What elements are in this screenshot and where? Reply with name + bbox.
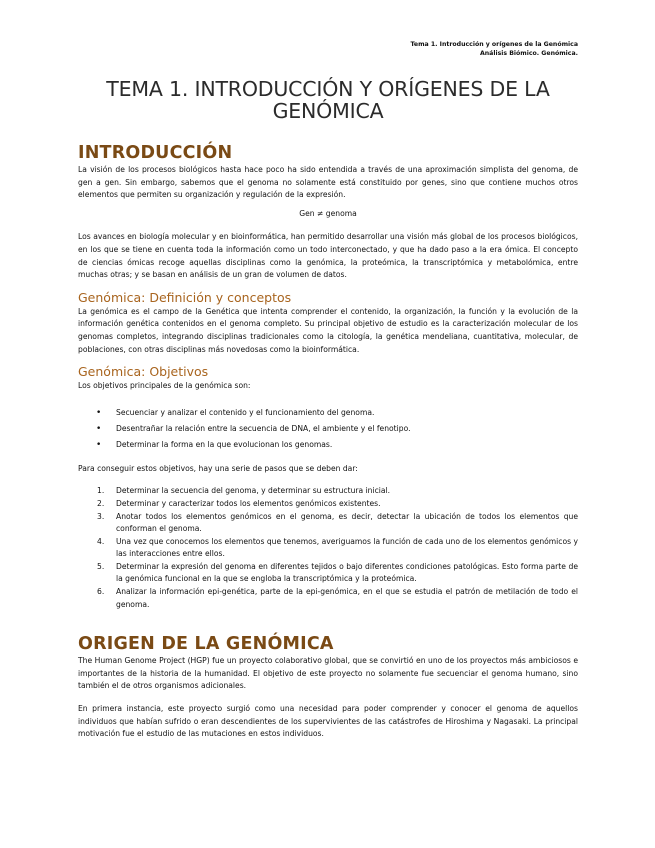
step-number: 1. [97,486,105,496]
origin-paragraph-1: The Human Genome Project (HGP) fue un proyecto colaborativo global, que se convirtió en uno de los proyectos más ambiciosos e importantes de la historia de la humanidad. El objetivo de este proyecto no solamente fue secuenciar el genoma humano, sino también el de otros organismos adicionales. [78,656,578,691]
bullet-icon: • [96,423,102,434]
step-text: Una vez que conocemos los elementos que tenemos, averiguamos la función de cada uno de los elementos genómicos y las interacciones entre ellos. [116,536,578,559]
list-item-text: Secuenciar y analizar el contenido y el funcionamiento del genoma. [116,407,375,417]
step-number: 2. [97,498,105,508]
intro-paragraph-1: La visión de los procesos biológicos hasta hace poco ha sido entendida a través de una aproximación simplista del genoma, de gen a gen. Sin embargo, sabemos que el genoma no solamente está constituido por genes, sino que contiene muchos otros elementos que permiten su organización y regulación de la expresión. [78,165,578,200]
step-number: 5. [97,561,105,571]
list-item [78,437,578,453]
list-item-text: Determinar la forma en la que evolucionan los genomas. [116,439,333,449]
list-item [78,511,578,536]
origin-paragraph-2: En primera instancia, este proyecto surgió como una necesidad para poder comprender y conocer el genoma de aquellos individuos que habían sufrido o eran descendientes de los supervivientes de las catástrofes de Hiroshima y Nagasaki. La principal motivación fue el estudio de las mutaciones en estos individuos. [78,704,578,739]
section-heading-introduccion: INTRODUCCIÓN [78,143,233,163]
list-item [78,586,578,611]
list-item [78,561,578,586]
subsection-heading-objetivos: Genómica: Objetivos [78,364,209,380]
definition-paragraph: La genómica es el campo de la Genética que intenta comprender el contenido, la organización, la función y la evolución de la información genética contenidos en el genoma completo. Su principal objetivo de estudio es la caracterización molecular de los genomas completos, integrando disciplinas tradicionales como la citología, la genética mendeliana, cuantitativa, molecular, de poblaciones, con otras disciplinas más novedosas como la bioinformática. [78,306,578,354]
step-text: Anotar todos los elementos genómicos en el genoma, es decir, detectar la ubicación de todos los elementos que conforman el genoma. [116,511,578,534]
formula-gen-genoma: Gen ≠ genoma [299,208,357,218]
bullet-icon: • [96,407,102,418]
objectives-intro: Los objetivos principales de la genómica son: [78,381,251,391]
running-header [411,40,579,58]
list-item [78,405,578,421]
subsection-heading-definicion: Genómica: Definición y conceptos [78,289,292,305]
running-header-line-1: Tema 1. Introducción y orígenes de la Genómica [410,41,578,48]
step-number: 3. [97,511,105,521]
steps-list [78,485,578,611]
step-number: 6. [97,587,105,597]
intro-paragraph-2: Los avances en biología molecular y en bioinformática, han permitido desarrollar una visión más global de los procesos biológicos, en los que se tiene en cuenta toda la información como un todo interconectado, y que ha dado paso a la era ómica. El concepto de ciencias ómicas recoge aquellas disciplinas como la genómica, la proteómica, la transcriptómica y metabolómica, entre muchas otras; y se basan en análisis de un gran de volumen de datos. [78,232,578,280]
list-item [78,498,578,511]
objectives-list [78,405,578,453]
list-item-text: Desentrañar la relación entre la secuencia de DNA, el ambiente y el fenotipo. [116,423,411,433]
section-heading-origen: ORIGEN DE LA GENÓMICA [78,634,334,655]
step-text: Determinar y caracterizar todos los elementos genómicos existentes. [116,498,381,508]
list-item [78,536,578,561]
document-body [78,142,578,741]
list-item [78,421,578,437]
document-title: TEMA 1. INTRODUCCIÓN Y ORÍGENES DE LA GENÓMICA [106,77,550,123]
bullet-icon: • [96,439,102,450]
steps-intro: Para conseguir estos objetivos, hay una serie de pasos que se deben dar: [78,463,358,473]
list-item [78,485,578,498]
step-text: Determinar la secuencia del genoma, y determinar su estructura inicial. [116,486,391,496]
step-text: Analizar la información epi-genética, parte de la epi-genómica, en el que se estudia el patrón de metilación de todo el genoma. [116,587,578,609]
step-number: 4. [97,536,105,546]
running-header-line-2: Análisis Biómico. Genómica. [479,50,578,57]
step-text: Determinar la expresión del genoma en diferentes tejidos o bajo diferentes condiciones patológicas. Esto forma parte de la genómica funcional en la que se engloba la transcriptómica y la proteómica. [116,561,578,584]
